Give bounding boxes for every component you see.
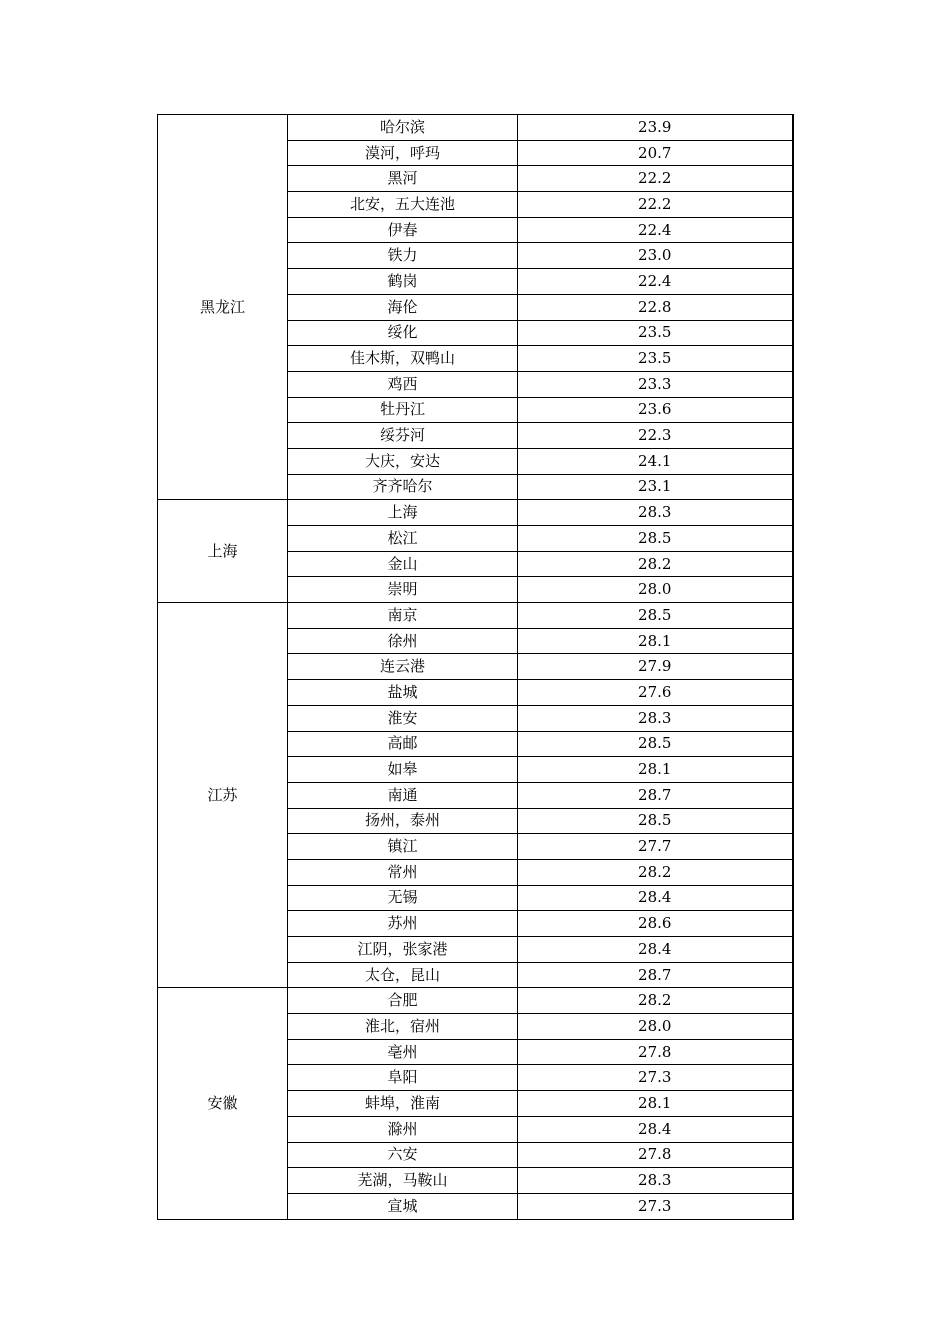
city-cell: 松江 bbox=[288, 526, 518, 552]
city-cell: 如皋 bbox=[288, 757, 518, 783]
table-row bbox=[158, 603, 793, 629]
climate-data-table bbox=[157, 114, 794, 1220]
city-cell: 无锡 bbox=[288, 885, 518, 911]
city-cell: 哈尔滨 bbox=[288, 115, 518, 141]
city-cell: 南京 bbox=[288, 603, 518, 629]
city-cell: 亳州 bbox=[288, 1039, 518, 1065]
value-cell: 28.5 bbox=[518, 603, 793, 629]
city-cell: 镇江 bbox=[288, 834, 518, 860]
city-cell: 连云港 bbox=[288, 654, 518, 680]
value-cell: 28.1 bbox=[518, 1091, 793, 1117]
city-cell: 南通 bbox=[288, 782, 518, 808]
city-cell: 崇明 bbox=[288, 577, 518, 603]
table-row bbox=[158, 500, 793, 526]
city-cell: 绥化 bbox=[288, 320, 518, 346]
value-cell: 28.2 bbox=[518, 988, 793, 1014]
city-cell: 太仓，昆山 bbox=[288, 962, 518, 988]
value-cell: 27.7 bbox=[518, 834, 793, 860]
city-cell: 大庆，安达 bbox=[288, 448, 518, 474]
city-cell: 高邮 bbox=[288, 731, 518, 757]
value-cell: 22.2 bbox=[518, 166, 793, 192]
province-cell: 上海 bbox=[158, 500, 288, 603]
city-cell: 黑河 bbox=[288, 166, 518, 192]
value-cell: 22.8 bbox=[518, 294, 793, 320]
value-cell: 23.0 bbox=[518, 243, 793, 269]
value-cell: 28.5 bbox=[518, 808, 793, 834]
value-cell: 23.3 bbox=[518, 371, 793, 397]
value-cell: 28.5 bbox=[518, 731, 793, 757]
city-cell: 徐州 bbox=[288, 628, 518, 654]
city-cell: 蚌埠，淮南 bbox=[288, 1091, 518, 1117]
value-cell: 20.7 bbox=[518, 140, 793, 166]
value-cell: 22.2 bbox=[518, 192, 793, 218]
city-cell: 苏州 bbox=[288, 911, 518, 937]
province-cell: 黑龙江 bbox=[158, 115, 288, 500]
value-cell: 28.6 bbox=[518, 911, 793, 937]
value-cell: 27.3 bbox=[518, 1065, 793, 1091]
city-cell: 佳木斯，双鸭山 bbox=[288, 346, 518, 372]
value-cell: 27.8 bbox=[518, 1142, 793, 1168]
value-cell: 28.3 bbox=[518, 705, 793, 731]
city-cell: 金山 bbox=[288, 551, 518, 577]
city-cell: 鸡西 bbox=[288, 371, 518, 397]
value-cell: 28.3 bbox=[518, 1168, 793, 1194]
value-cell: 28.3 bbox=[518, 500, 793, 526]
city-cell: 绥芬河 bbox=[288, 423, 518, 449]
value-cell: 27.3 bbox=[518, 1193, 793, 1219]
value-cell: 28.4 bbox=[518, 937, 793, 963]
value-cell: 28.4 bbox=[518, 1116, 793, 1142]
city-cell: 扬州，泰州 bbox=[288, 808, 518, 834]
city-cell: 漠河，呼玛 bbox=[288, 140, 518, 166]
value-cell: 27.9 bbox=[518, 654, 793, 680]
value-cell: 28.2 bbox=[518, 859, 793, 885]
value-cell: 28.0 bbox=[518, 1014, 793, 1040]
value-cell: 28.7 bbox=[518, 782, 793, 808]
city-cell: 常州 bbox=[288, 859, 518, 885]
value-cell: 28.4 bbox=[518, 885, 793, 911]
value-cell: 28.1 bbox=[518, 757, 793, 783]
value-cell: 27.6 bbox=[518, 680, 793, 706]
value-cell: 28.1 bbox=[518, 628, 793, 654]
value-cell: 23.5 bbox=[518, 320, 793, 346]
city-cell: 上海 bbox=[288, 500, 518, 526]
value-cell: 22.4 bbox=[518, 217, 793, 243]
value-cell: 23.9 bbox=[518, 115, 793, 141]
city-cell: 宣城 bbox=[288, 1193, 518, 1219]
table-body bbox=[158, 115, 793, 1220]
table-row bbox=[158, 115, 793, 141]
city-cell: 合肥 bbox=[288, 988, 518, 1014]
value-cell: 24.1 bbox=[518, 448, 793, 474]
city-cell: 滁州 bbox=[288, 1116, 518, 1142]
value-cell: 28.7 bbox=[518, 962, 793, 988]
city-cell: 齐齐哈尔 bbox=[288, 474, 518, 500]
province-cell: 江苏 bbox=[158, 603, 288, 988]
value-cell: 22.3 bbox=[518, 423, 793, 449]
value-cell: 28.0 bbox=[518, 577, 793, 603]
value-cell: 28.5 bbox=[518, 526, 793, 552]
province-cell: 安徽 bbox=[158, 988, 288, 1219]
city-cell: 芜湖，马鞍山 bbox=[288, 1168, 518, 1194]
city-cell: 淮北，宿州 bbox=[288, 1014, 518, 1040]
value-cell: 22.4 bbox=[518, 269, 793, 295]
value-cell: 28.2 bbox=[518, 551, 793, 577]
value-cell: 27.8 bbox=[518, 1039, 793, 1065]
value-cell: 23.6 bbox=[518, 397, 793, 423]
city-cell: 六安 bbox=[288, 1142, 518, 1168]
city-cell: 鹤岗 bbox=[288, 269, 518, 295]
city-cell: 淮安 bbox=[288, 705, 518, 731]
table-row bbox=[158, 988, 793, 1014]
city-cell: 铁力 bbox=[288, 243, 518, 269]
city-cell: 盐城 bbox=[288, 680, 518, 706]
city-cell: 江阴，张家港 bbox=[288, 937, 518, 963]
city-cell: 阜阳 bbox=[288, 1065, 518, 1091]
value-cell: 23.1 bbox=[518, 474, 793, 500]
city-cell: 牡丹江 bbox=[288, 397, 518, 423]
city-cell: 伊春 bbox=[288, 217, 518, 243]
city-cell: 北安，五大连池 bbox=[288, 192, 518, 218]
city-cell: 海伦 bbox=[288, 294, 518, 320]
value-cell: 23.5 bbox=[518, 346, 793, 372]
